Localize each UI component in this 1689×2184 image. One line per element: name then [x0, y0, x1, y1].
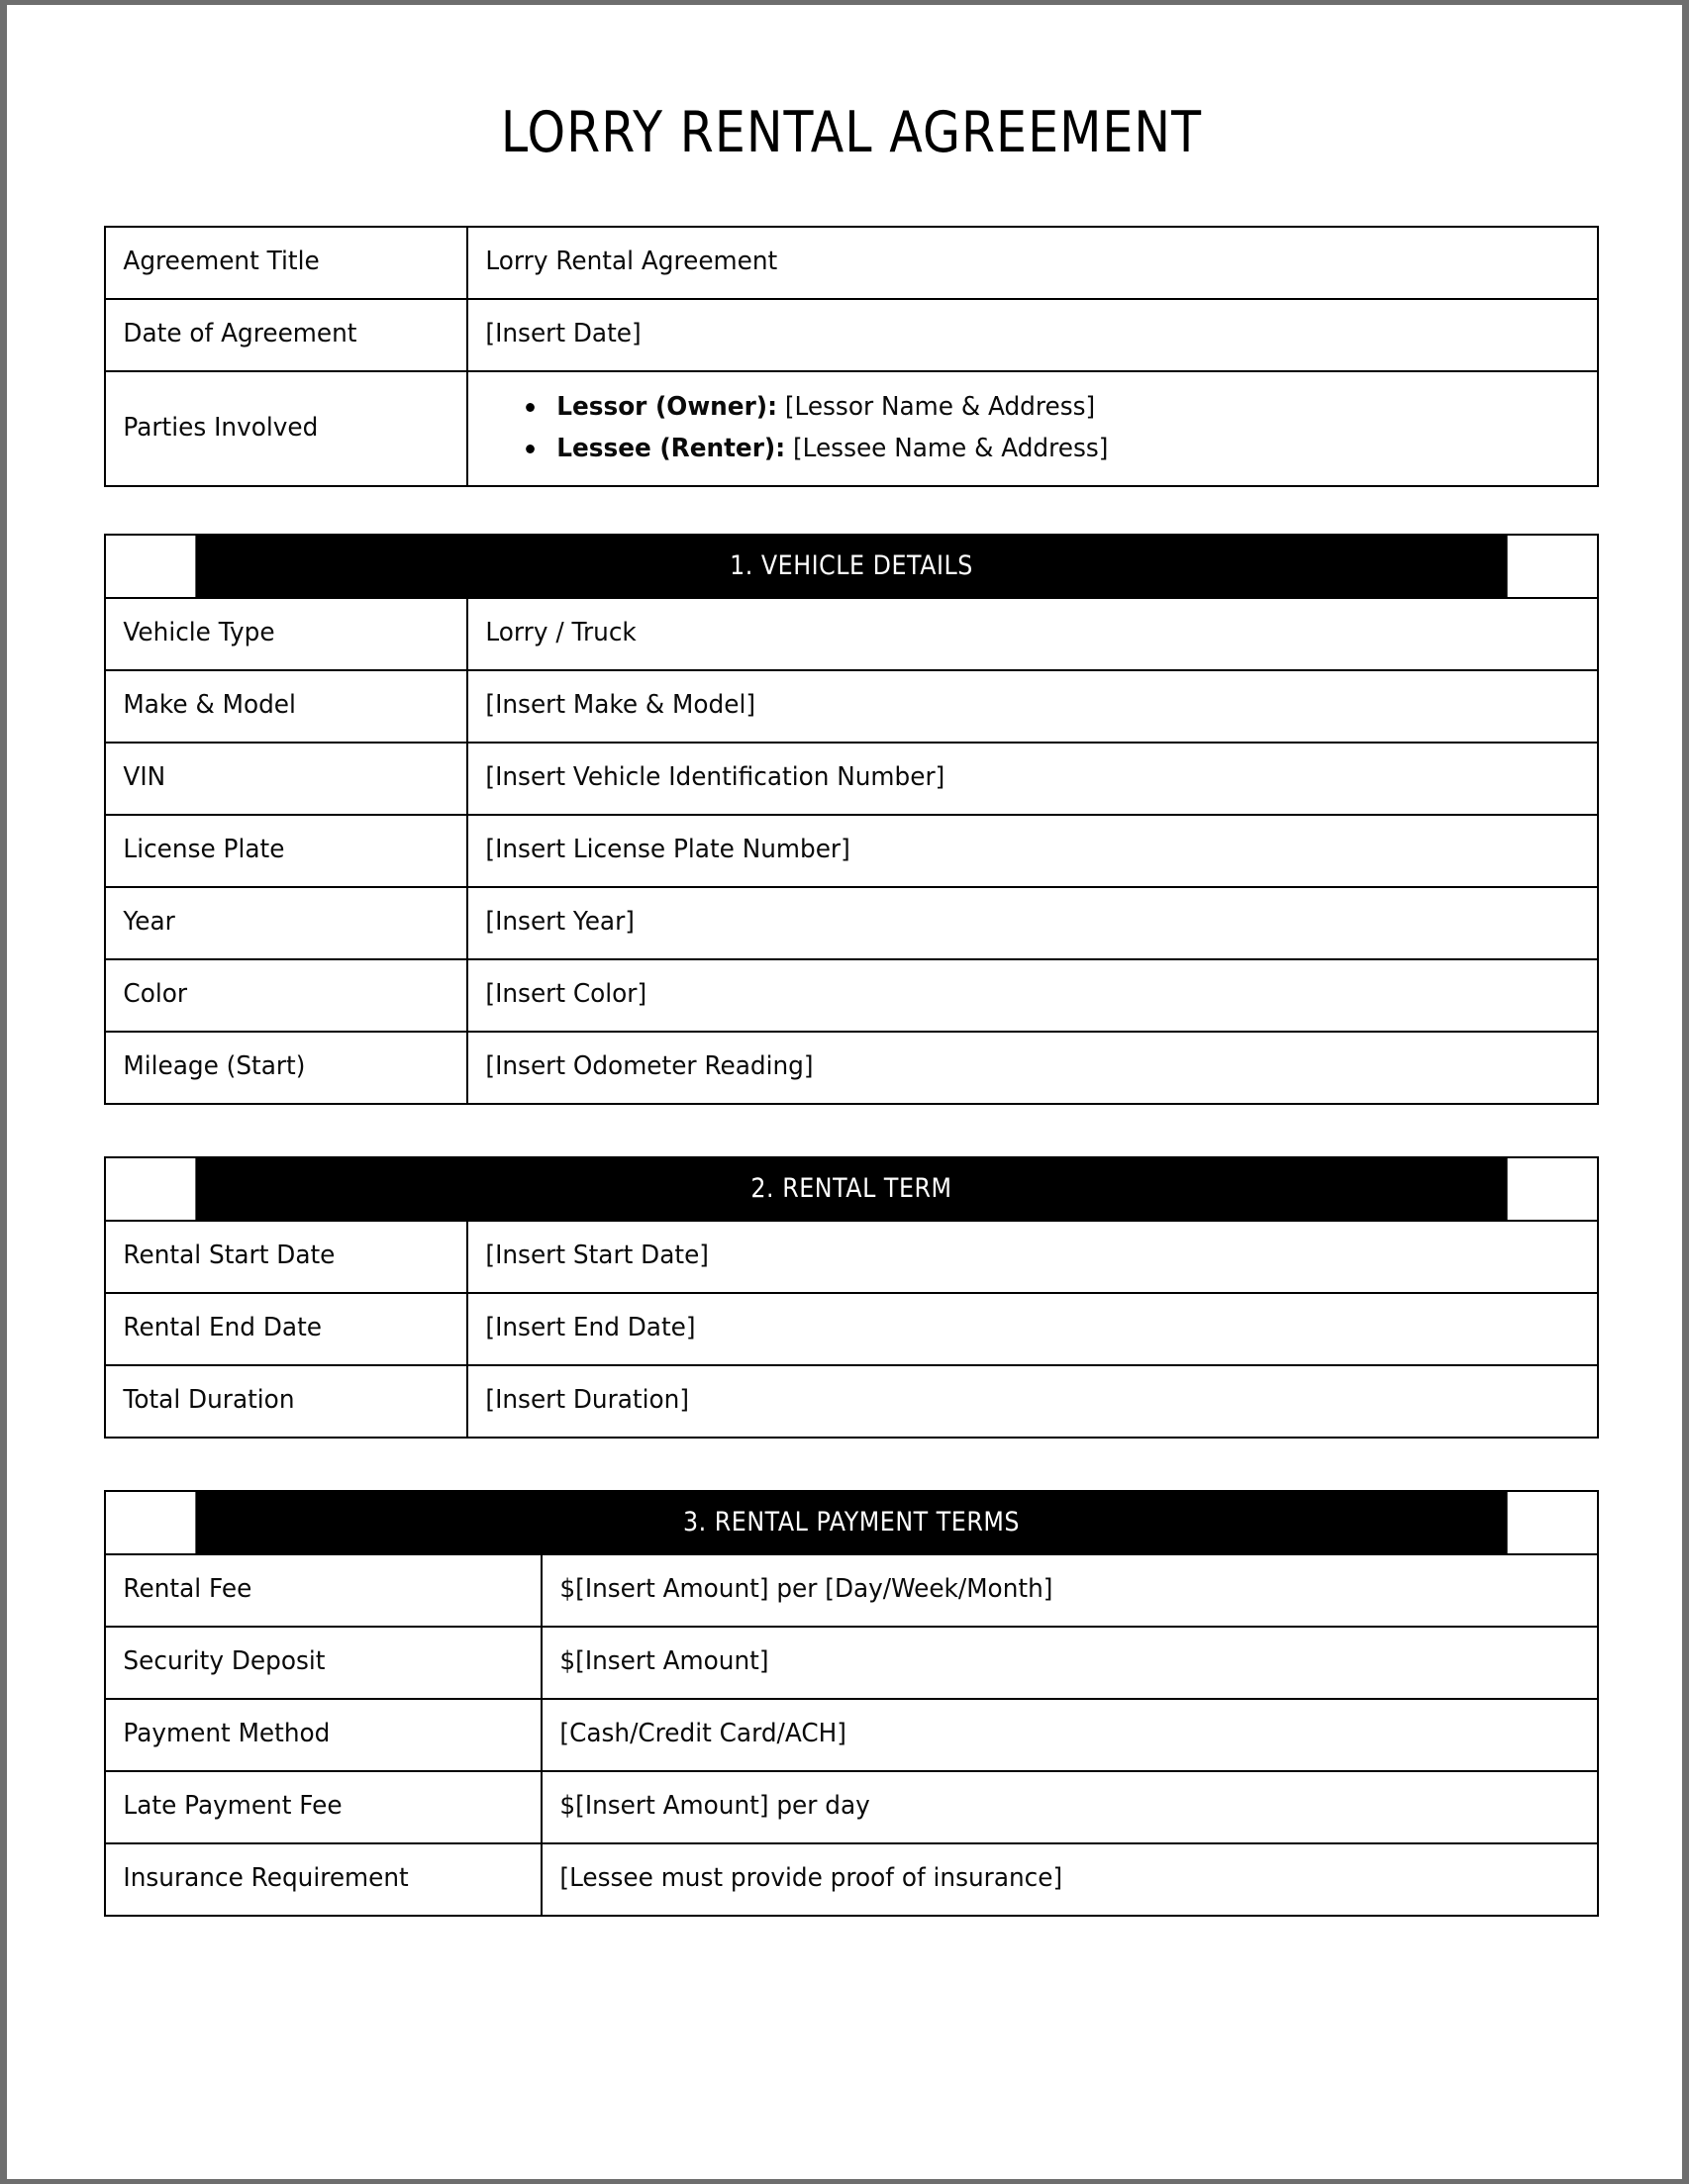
row-label: Rental Start Date [105, 1221, 456, 1293]
row-value: [Insert End Date] [467, 1293, 1564, 1365]
party-role: Lessee (Renter): [556, 433, 786, 463]
rental-term-table [104, 1220, 1599, 1439]
row-value: [Lessee must provide proof of insurance] [542, 1843, 1566, 1916]
row-value: Lorry Rental Agreement [467, 227, 1564, 299]
party-role: Lessor (Owner): [556, 392, 777, 423]
row-label: Parties Involved [105, 371, 456, 486]
row-value: [Insert Start Date] [467, 1221, 1564, 1293]
table-row [105, 959, 1598, 1032]
section-heading: 1. VEHICLE DETAILS [195, 536, 1507, 597]
table-row [105, 1771, 1598, 1843]
row-value: $[Insert Amount] per day [542, 1771, 1566, 1843]
row-value: [Insert Year] [467, 887, 1564, 959]
table-row [105, 887, 1598, 959]
table-row [105, 598, 1598, 670]
table-row [105, 670, 1598, 743]
table-row-parties [105, 371, 1598, 486]
vehicle-details-table [104, 597, 1599, 1105]
list-item [522, 429, 1545, 469]
row-value: [Insert Color] [467, 959, 1564, 1032]
section-header-wrap [104, 1156, 1599, 1220]
row-label: Payment Method [105, 1699, 529, 1771]
row-value: [Insert License Plate Number] [467, 815, 1564, 887]
table-row [105, 1843, 1598, 1916]
row-value: [Cash/Credit Card/ACH] [542, 1699, 1566, 1771]
table-row [105, 1221, 1598, 1293]
document-page [7, 5, 1682, 2179]
section-heading: 2. RENTAL TERM [195, 1158, 1507, 1220]
spacer [104, 1105, 1599, 1156]
row-label: Insurance Requirement [105, 1843, 529, 1916]
table-row [105, 299, 1598, 371]
table-row [105, 1699, 1598, 1771]
row-value: Lorry / Truck [467, 598, 1564, 670]
section-rental-payment-terms [104, 1490, 1599, 1917]
page-title: LORRY RENTAL AGREEMENT [500, 100, 1203, 165]
section-rental-term [104, 1156, 1599, 1439]
row-label: Make & Model [105, 670, 456, 743]
table-row [105, 227, 1598, 299]
table-row [105, 1032, 1598, 1104]
row-value: [Insert Date] [467, 299, 1564, 371]
row-label: Security Deposit [105, 1627, 529, 1699]
table-row [105, 815, 1598, 887]
section-vehicle-details [104, 534, 1599, 1105]
row-value: [Insert Duration] [467, 1365, 1564, 1438]
row-value: $[Insert Amount] per [Day/Week/Month] [542, 1554, 1566, 1627]
row-value: [Insert Odometer Reading] [467, 1032, 1564, 1104]
row-label: Mileage (Start) [105, 1032, 456, 1104]
section-heading: 3. RENTAL PAYMENT TERMS [195, 1492, 1507, 1553]
row-label: Date of Agreement [105, 299, 456, 371]
table-row [105, 1627, 1598, 1699]
party-detail: [Lessee Name & Address] [792, 433, 1109, 463]
table-row [105, 1293, 1598, 1365]
row-label: Agreement Title [105, 227, 456, 299]
row-label: Total Duration [105, 1365, 456, 1438]
party-detail: [Lessor Name & Address] [784, 392, 1096, 423]
row-label: VIN [105, 743, 456, 815]
agreement-header-table [104, 226, 1599, 487]
spacer [104, 1439, 1599, 1490]
section-header-wrap [104, 1490, 1599, 1553]
row-value [467, 371, 1564, 486]
row-label: Rental Fee [105, 1554, 529, 1627]
page-content [104, 5, 1599, 1917]
table-row [105, 1554, 1598, 1627]
row-value: [Insert Vehicle Identification Number] [467, 743, 1564, 815]
spacer [104, 487, 1599, 534]
rental-payment-terms-table [104, 1553, 1599, 1917]
row-label: License Plate [105, 815, 456, 887]
parties-list [485, 387, 1545, 469]
list-item [522, 387, 1545, 428]
row-label: Late Payment Fee [105, 1771, 529, 1843]
row-value: $[Insert Amount] [542, 1627, 1566, 1699]
row-label: Color [105, 959, 456, 1032]
section-header-wrap [104, 534, 1599, 597]
table-row [105, 1365, 1598, 1438]
row-value: [Insert Make & Model] [467, 670, 1564, 743]
row-label: Rental End Date [105, 1293, 456, 1365]
row-label: Year [105, 887, 456, 959]
row-label: Vehicle Type [105, 598, 456, 670]
table-row [105, 743, 1598, 815]
